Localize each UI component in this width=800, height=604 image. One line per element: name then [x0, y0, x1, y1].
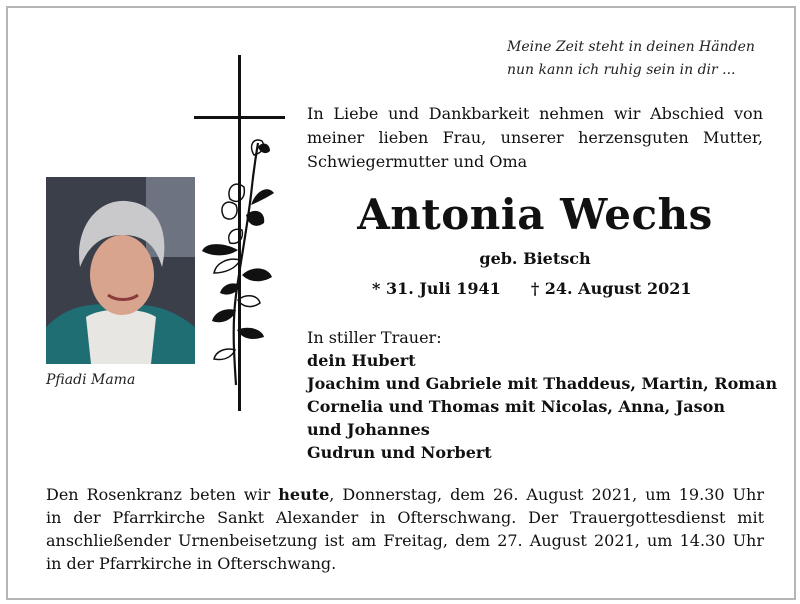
maiden-name: geb. Bietsch: [479, 249, 591, 268]
service-line: in der Pfarrkirche Sankt Alexander in Ofterschwang. Der Trauergottesdienst mit: [46, 508, 764, 527]
mourner-line: Gudrun und Norbert: [307, 443, 492, 462]
service-line: [46, 483, 764, 506]
life-dates: [372, 279, 692, 298]
mourner-line: Joachim und Gabriele mit Thaddeus, Martin, Roman: [307, 374, 778, 393]
service-line: in der Pfarrkirche in Ofterschwang.: [46, 554, 337, 573]
service-text: , Donnerstag, dem 26. August 2021, um 19.30 Uhr: [329, 485, 764, 504]
mourner-line: Cornelia und Thomas mit Nicolas, Anna, Jason: [307, 397, 725, 416]
mourner-line: und Johannes: [307, 420, 430, 439]
service-text: Den Rosenkranz beten wir: [46, 485, 279, 504]
motto-line: Meine Zeit steht in deinen Händen: [507, 39, 755, 55]
mourner-line: dein Hubert: [307, 351, 416, 370]
intro-line: meiner lieben Frau, unserer herzensguten Mutter,: [307, 128, 763, 147]
cross-icon-bar: [194, 116, 285, 119]
intro-line: Schwiegermutter und Oma: [307, 152, 528, 171]
service-today: heute: [278, 485, 330, 504]
service-line: anschließender Urnenbeisetzung ist am Freitag, dem 27. August 2021, um 14.30 Uhr: [46, 531, 764, 550]
birth-date: * 31. Juli 1941: [372, 279, 501, 298]
rose-icon: [196, 135, 286, 390]
intro-text: [307, 102, 763, 174]
photo-caption: Pfiadi Mama: [46, 372, 136, 388]
mourners-heading: In stiller Trauer:: [307, 328, 442, 347]
service-info: [46, 483, 764, 575]
motto-verse: [507, 36, 800, 82]
mourners-list: [307, 326, 777, 464]
death-date: † 24. August 2021: [530, 279, 692, 298]
deceased-name: Antonia Wechs: [357, 190, 713, 239]
intro-line: In Liebe und Dankbarkeit nehmen wir Abschied von: [307, 104, 763, 123]
motto-line: nun kann ich ruhig sein in dir ...: [507, 62, 736, 78]
portrait-photo: [46, 177, 195, 364]
